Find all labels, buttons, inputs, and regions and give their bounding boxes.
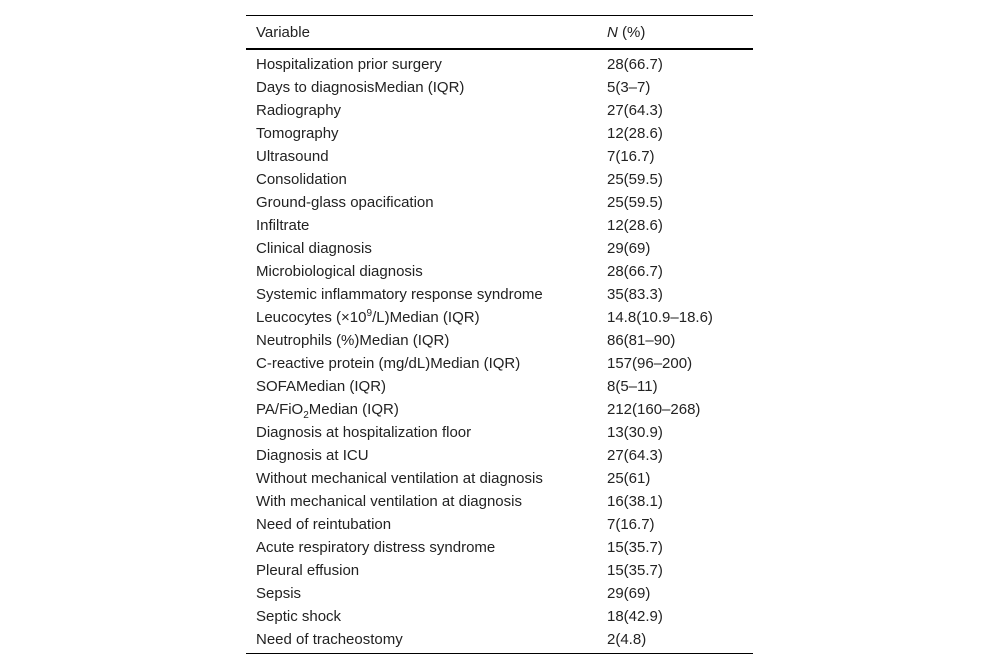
label-subscript: 2 xyxy=(303,410,309,421)
label-superscript: 9 xyxy=(366,308,373,319)
row-value: 7(16.7) xyxy=(607,148,655,165)
table-row xyxy=(246,513,753,536)
table-row xyxy=(246,283,753,306)
row-variable-label: Ultrasound xyxy=(256,148,329,165)
row-variable-label: Systemic inflammatory response syndrome xyxy=(256,286,543,303)
table-row xyxy=(246,191,753,214)
row-variable-label: Diagnosis at ICU xyxy=(256,447,369,464)
table-row xyxy=(246,375,753,398)
row-value: 35(83.3) xyxy=(607,286,663,303)
row-variable-label: Radiography xyxy=(256,102,342,119)
row-variable-label: Septic shock xyxy=(256,608,342,625)
row-variable-label: Sepsis xyxy=(256,585,302,602)
table-row xyxy=(246,536,753,559)
row-variable-label: Microbiological diagnosis xyxy=(256,263,423,280)
row-value: 16(38.1) xyxy=(607,493,663,510)
table-row xyxy=(246,145,753,168)
label-part: Leucocytes (×10 xyxy=(256,309,367,326)
row-value: 2(4.8) xyxy=(607,631,647,648)
table-row xyxy=(246,76,753,99)
row-value: 15(35.7) xyxy=(607,562,663,579)
row-variable-label: SOFAMedian (IQR) xyxy=(256,378,387,395)
row-variable-label: Hospitalization prior surgery xyxy=(256,56,442,73)
row-value: 28(66.7) xyxy=(607,263,663,280)
header-n-percent xyxy=(597,16,753,50)
row-value: 15(35.7) xyxy=(607,539,663,556)
row-value: 29(69) xyxy=(607,585,651,602)
table-body xyxy=(246,49,753,654)
row-value: 86(81–90) xyxy=(607,332,676,349)
row-variable-label: Tomography xyxy=(256,125,339,142)
table-row xyxy=(246,260,753,283)
data-table-container xyxy=(246,15,753,654)
table-row xyxy=(246,122,753,145)
table-row xyxy=(246,398,753,421)
table-row xyxy=(246,490,753,513)
row-variable-label: Ground-glass opacification xyxy=(256,194,434,211)
table-row xyxy=(246,99,753,122)
label-part: /L)Median (IQR) xyxy=(372,309,480,326)
row-value: 27(64.3) xyxy=(607,447,663,464)
row-value: 25(59.5) xyxy=(607,194,663,211)
table-row xyxy=(246,582,753,605)
row-variable-label: Diagnosis at hospitalization floor xyxy=(256,424,472,441)
row-variable-label: Consolidation xyxy=(256,171,347,188)
row-value: 7(16.7) xyxy=(607,516,655,533)
row-variable-label: Clinical diagnosis xyxy=(256,240,372,257)
table-row xyxy=(246,49,753,76)
header-row xyxy=(246,16,753,50)
row-variable-label: Acute respiratory distress syndrome xyxy=(256,539,496,556)
header-variable: Variable xyxy=(256,24,310,41)
row-variable-label: Need of reintubation xyxy=(256,516,392,533)
row-variable-label xyxy=(246,398,597,421)
row-variable-label: C-reactive protein (mg/dL)Median (IQR) xyxy=(256,355,521,372)
row-value: 18(42.9) xyxy=(607,608,663,625)
row-value: 25(61) xyxy=(607,470,651,487)
row-value: 8(5–11) xyxy=(607,378,658,395)
table-row xyxy=(246,444,753,467)
table-row xyxy=(246,605,753,628)
row-value: 212(160–268) xyxy=(607,401,701,418)
table-row xyxy=(246,237,753,260)
row-variable-label: Without mechanical ventilation at diagnosis xyxy=(256,470,543,487)
row-value: 12(28.6) xyxy=(607,217,663,234)
label-part: Median (IQR) xyxy=(308,401,399,418)
row-variable-label xyxy=(246,306,597,329)
table-header xyxy=(246,16,753,50)
data-table xyxy=(246,15,753,654)
table-row xyxy=(246,467,753,490)
table-row xyxy=(246,214,753,237)
row-value: 27(64.3) xyxy=(607,102,663,119)
table-row xyxy=(246,329,753,352)
row-value: 28(66.7) xyxy=(607,56,663,73)
table-row xyxy=(246,306,753,329)
row-variable-label: With mechanical ventilation at diagnosis xyxy=(256,493,522,510)
row-value: 25(59.5) xyxy=(607,171,663,188)
row-variable-label: Neutrophils (%)Median (IQR) xyxy=(256,332,450,349)
header-n-italic: N xyxy=(607,24,618,41)
row-value: 5(3–7) xyxy=(607,79,651,96)
row-variable-label: Infiltrate xyxy=(256,217,310,234)
table-row xyxy=(246,559,753,582)
table-row xyxy=(246,352,753,375)
row-variable-label: Need of tracheostomy xyxy=(256,631,403,648)
row-value: 14.8(10.9–18.6) xyxy=(607,309,713,326)
table-row xyxy=(246,168,753,191)
row-value: 12(28.6) xyxy=(607,125,663,142)
table-row xyxy=(246,628,753,654)
row-variable-label: Days to diagnosisMedian (IQR) xyxy=(256,79,465,96)
row-value: 29(69) xyxy=(607,240,651,257)
row-value: 13(30.9) xyxy=(607,424,663,441)
header-n-rest: (%) xyxy=(617,24,646,41)
row-value: 157(96–200) xyxy=(607,355,693,372)
row-variable-label: Pleural effusion xyxy=(256,562,360,579)
label-part: PA/FiO xyxy=(256,401,304,418)
table-row xyxy=(246,421,753,444)
